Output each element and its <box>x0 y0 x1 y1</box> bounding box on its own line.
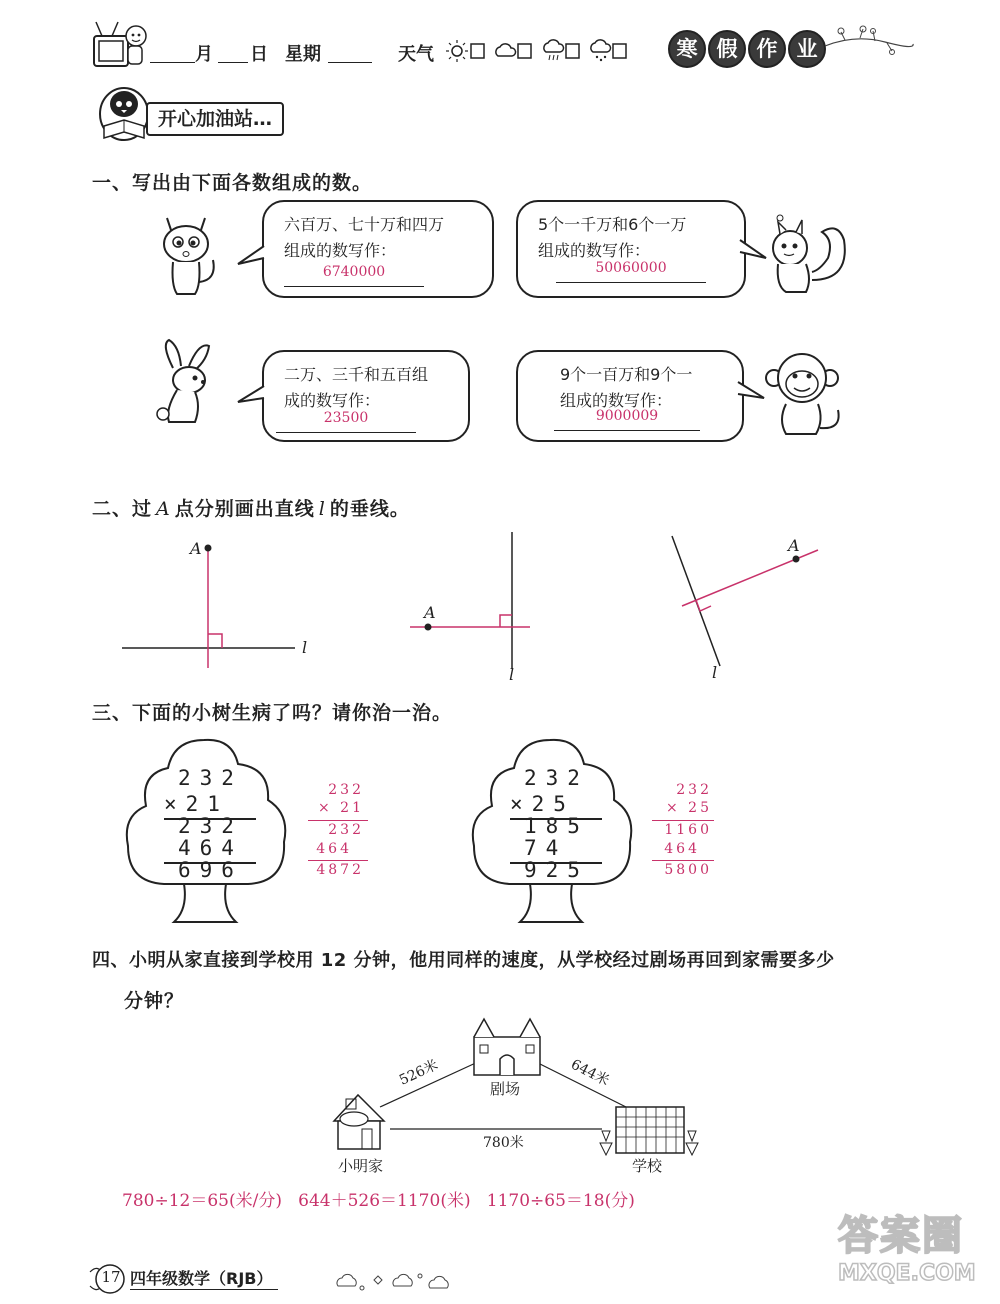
answer-field[interactable]: 23500 <box>276 410 416 433</box>
q1-bubble <box>262 200 494 298</box>
tree-line: ×25 <box>510 792 575 816</box>
point-label: A <box>156 498 171 520</box>
tree-line: 464 <box>178 836 243 860</box>
tv-mascot-icon <box>88 14 150 74</box>
tree-line: 232 <box>524 766 589 790</box>
flower-branch-icon <box>825 24 915 64</box>
bubble-text-line2: 组成的数写作： <box>284 241 397 260</box>
distance-theater-school: 644米 <box>568 1056 612 1090</box>
correction-line: 232 <box>328 822 364 838</box>
decorative-clouds-icon <box>334 1266 464 1294</box>
winter-homework-badge <box>668 30 826 66</box>
snow-checkbox <box>613 44 626 58</box>
tree-line: 696 <box>178 858 243 882</box>
correction-line: 232 <box>676 782 712 798</box>
page-number: 17 <box>101 1268 121 1286</box>
correction-rule <box>308 860 368 861</box>
bubble-tail <box>236 244 266 268</box>
line-l: l <box>302 638 308 657</box>
tree-line: 232 <box>178 766 243 790</box>
home-label: 小明家 <box>338 1157 384 1175</box>
bubble-tail <box>738 238 768 262</box>
answer-field[interactable]: 50060000 <box>556 260 706 283</box>
bubble-text-line2: 组成的数写作： <box>538 241 651 260</box>
month-label: 月 <box>195 44 213 65</box>
correction-rule <box>652 820 714 821</box>
correction-rule <box>308 820 368 821</box>
q2-title-mid: 点分别画出直线 <box>174 498 315 520</box>
correction-line: 464 <box>316 841 352 857</box>
watermark-text: 答案圈 <box>838 1213 964 1259</box>
tree-line: 185 <box>524 814 589 838</box>
correction-rule <box>652 860 714 861</box>
q1-bubble <box>516 200 746 298</box>
weather-icons <box>446 38 646 64</box>
rain-icon <box>544 40 564 60</box>
perpendicular-figures <box>110 520 850 690</box>
point-a: A <box>190 539 202 558</box>
watermark <box>838 1204 988 1300</box>
weekday-label: 星期 <box>285 44 321 65</box>
monkey-icon <box>764 350 846 440</box>
bubble-tail <box>236 384 266 408</box>
cloudy-checkbox <box>518 44 531 58</box>
q4-title-line1: 四、小明从家直接到学校用 12 分钟，他用同样的速度，从学校经过剧场再回到家需要多少 <box>92 950 835 971</box>
month-blank[interactable] <box>150 42 195 63</box>
correction-line: × 25 <box>666 800 712 816</box>
bubble-tail <box>736 380 766 404</box>
tree-line: 925 <box>524 858 589 882</box>
point-a: A <box>424 603 436 622</box>
badge-char: 作 <box>748 30 786 68</box>
weather-label: 天气 <box>398 44 434 65</box>
footer <box>86 1262 486 1298</box>
correction-line: 1160 <box>664 822 712 838</box>
line-l: l <box>509 665 515 684</box>
school-label: 学校 <box>632 1157 663 1175</box>
line-l: l <box>712 663 718 682</box>
answer-field[interactable]: 9000009 <box>554 408 700 431</box>
watermark-url: MXQE.COM <box>838 1261 976 1286</box>
q2-title <box>92 494 410 521</box>
badge-char: 寒 <box>668 30 706 68</box>
theater-icon <box>474 1019 540 1075</box>
header <box>0 0 1000 90</box>
bubble-text-line2: 成的数写作： <box>284 391 381 410</box>
tree-line: ×21 <box>164 792 229 816</box>
correction-line: × 21 <box>318 800 364 816</box>
q2-title-pre: 二、过 <box>92 498 153 520</box>
q1-title: 一、写出由下面各数组成的数。 <box>92 172 373 194</box>
snow-icon <box>591 40 611 61</box>
badge-char: 业 <box>788 30 826 68</box>
weekday-blank[interactable] <box>328 42 372 63</box>
tree-line: 74 <box>524 836 568 860</box>
bubble-text-line1: 9个一百万和9个一 <box>560 365 693 384</box>
rain-checkbox <box>566 44 579 58</box>
day-label: 日 <box>250 44 268 65</box>
q4-title-line2: 分钟？ <box>124 990 185 1012</box>
point-a: A <box>788 536 800 555</box>
bubble-text-line1: 六百万、七十万和四万 <box>284 215 445 234</box>
section-banner-text: 开心加油站… <box>158 108 273 130</box>
q4-answer: 780÷12＝65(米/分) 644＋526＝1170(米) 1170÷65＝18(分) <box>122 1191 635 1211</box>
day-blank[interactable] <box>218 42 248 63</box>
tree-line: 232 <box>178 814 243 838</box>
cat-icon <box>153 210 225 300</box>
distance-home-theater: 526米 <box>396 1057 441 1089</box>
school-icon <box>600 1107 698 1155</box>
figure-1 <box>122 539 307 668</box>
q3-title: 三、下面的小树生病了吗？请你治一治。 <box>92 702 453 724</box>
line-label: l <box>318 498 326 520</box>
theater-label: 剧场 <box>490 1080 521 1098</box>
bubble-text-line1: 二万、三千和五百组 <box>284 365 429 384</box>
q1-bubble <box>516 350 744 442</box>
cloudy-icon <box>496 44 516 56</box>
badge-char: 假 <box>708 30 746 68</box>
bubble-text-line1: 5个一千万和6个一万 <box>538 215 687 234</box>
q2-title-post: 的垂线。 <box>329 498 410 520</box>
figure-3 <box>672 536 818 682</box>
figure-2 <box>410 532 530 684</box>
sunny-icon <box>446 40 468 62</box>
book-title: 四年级数学（RJB） <box>130 1266 278 1290</box>
rabbit-icon <box>155 338 225 430</box>
section-banner <box>146 102 284 136</box>
answer-field[interactable]: 6740000 <box>284 264 424 287</box>
q1-bubble <box>262 350 470 442</box>
correction-line: 4872 <box>316 862 364 878</box>
bubble-text-line2: 组成的数写作： <box>560 391 673 410</box>
squirrel-icon <box>762 210 852 300</box>
home-icon <box>334 1095 384 1149</box>
correction-line: 464 <box>664 841 700 857</box>
penguin-reading-icon <box>94 82 154 144</box>
sunny-checkbox <box>471 44 484 58</box>
correction-line: 232 <box>328 782 364 798</box>
correction-line: 5800 <box>664 862 712 878</box>
distance-home-school: 780米 <box>483 1135 524 1151</box>
